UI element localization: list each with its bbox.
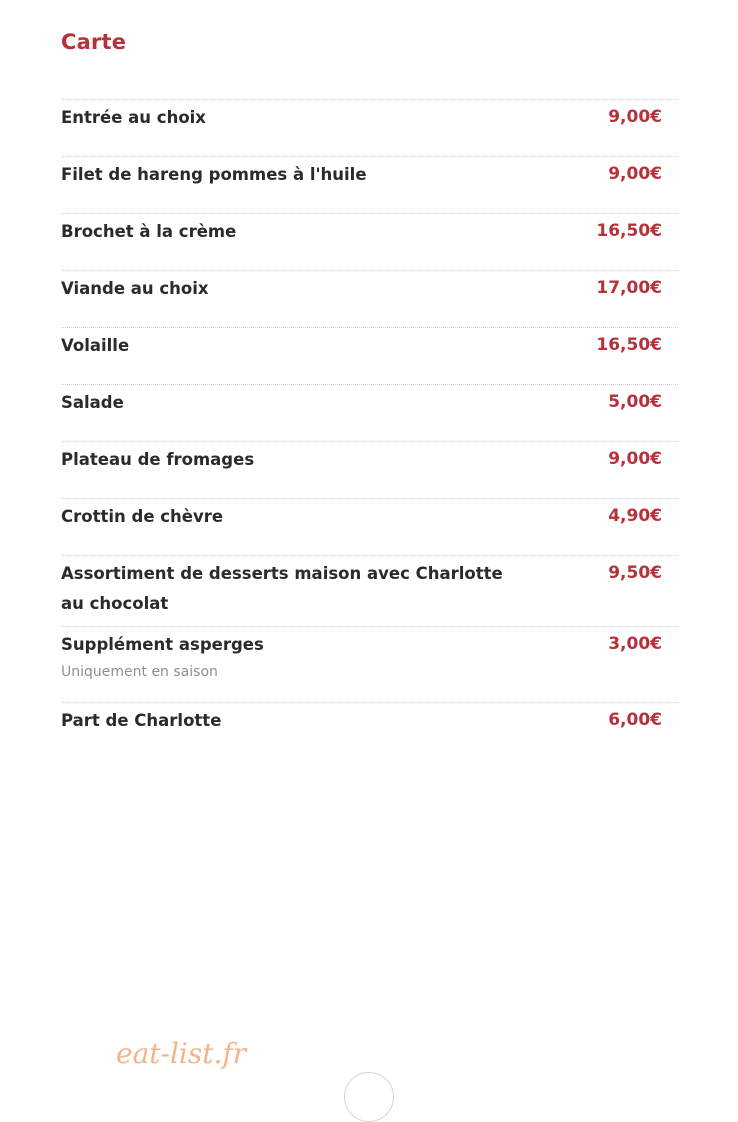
menu-item-name: Salade <box>61 393 124 412</box>
section-title: Carte <box>61 30 127 54</box>
menu-item-name: Crottin de chèvre <box>61 507 224 526</box>
menu-item-name: Brochet à la crème <box>61 222 237 241</box>
menu-item <box>61 156 678 213</box>
menu-item-description: Uniquement en saison <box>61 664 218 680</box>
menu-item-name: Volaille <box>61 336 130 355</box>
menu-item-price: 9,00€ <box>608 107 662 127</box>
menu-item-name: Part de Charlotte <box>61 711 222 730</box>
menu-item <box>61 327 678 384</box>
menu-item-price: 6,00€ <box>608 710 662 730</box>
menu-item-price: 9,00€ <box>608 164 662 184</box>
menu-item-name: Viande au choix <box>61 279 209 298</box>
menu-item-price: 5,00€ <box>608 392 662 412</box>
watermark-logo: eat-list.fr <box>116 1037 247 1070</box>
menu-item <box>61 384 678 441</box>
menu-item-name: Supplément asperges <box>61 635 264 654</box>
menu-item <box>61 270 678 327</box>
menu-item-price: 9,50€ <box>608 563 662 583</box>
menu-item <box>61 498 678 555</box>
menu-item <box>61 99 678 156</box>
menu-item <box>61 555 678 626</box>
menu-item-name: Plateau de fromages <box>61 450 255 469</box>
menu-item-name: Entrée au choix <box>61 108 206 127</box>
menu-item-price: 3,00€ <box>608 634 662 654</box>
menu-item-price: 17,00€ <box>596 278 662 298</box>
menu-item-name: Filet de hareng pommes à l'huile <box>61 165 367 184</box>
menu-item <box>61 213 678 270</box>
menu-item <box>61 626 678 702</box>
menu-item <box>61 702 678 759</box>
menu-item-price: 16,50€ <box>596 335 662 355</box>
menu-item <box>61 441 678 498</box>
menu-item-price: 16,50€ <box>596 221 662 241</box>
menu-item-name: Assortiment de desserts maison avec Charlotte au chocolat <box>61 564 503 613</box>
menu-item-price: 9,00€ <box>608 449 662 469</box>
menu-list <box>61 99 678 759</box>
scroll-up-button[interactable] <box>344 1072 394 1122</box>
menu-item-price: 4,90€ <box>608 506 662 526</box>
